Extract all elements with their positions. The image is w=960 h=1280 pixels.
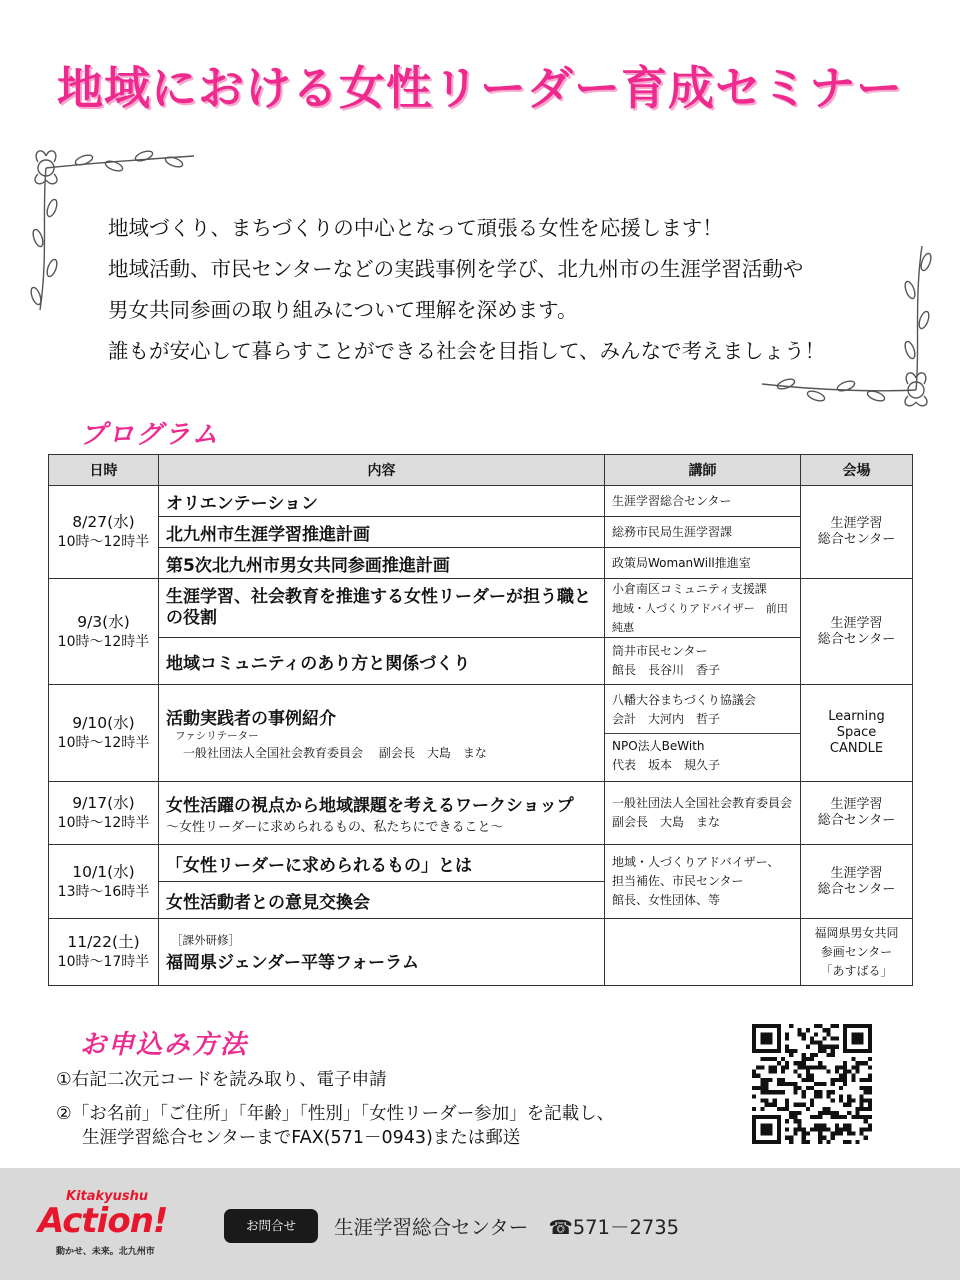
contact-org: 生涯学習総合センター — [334, 1216, 529, 1239]
session-content: 女性活躍の視点から地域課題を考えるワークショップ — [166, 796, 574, 816]
apply-step-1: ①右記二次元コードを読み取り、電子申請 — [56, 1070, 387, 1090]
venue-cell — [801, 579, 913, 685]
lecturer-cell — [605, 919, 801, 986]
content-cell — [159, 845, 605, 882]
venue-line: 生涯学習 — [830, 865, 883, 881]
facilitator-label: ファシリテーター — [175, 730, 259, 742]
phone-icon: ☎ — [548, 1216, 573, 1239]
session-time: 13時～16時半 — [57, 883, 150, 900]
content-cell — [159, 685, 605, 782]
content-cell — [159, 486, 605, 517]
venue-line: 福岡県男女共同 — [814, 925, 899, 940]
session-date: 11/22(土) — [67, 933, 140, 951]
apply-step-2-cont: 生涯学習総合センターまでFAX(571－0943)または郵送 — [82, 1128, 521, 1148]
session-content: 活動実践者の事例紹介 — [166, 709, 336, 729]
content-cell — [159, 579, 605, 638]
content-cell — [159, 882, 605, 919]
lecturer-cell — [605, 845, 801, 919]
venue-line: 総合センター — [817, 532, 896, 547]
lecturer-text: 筒井市民センター — [612, 644, 708, 658]
col-header-content: 内容 — [159, 455, 605, 486]
session-time: 10時～12時半 — [57, 633, 150, 650]
session-time: 10時～12時半 — [57, 735, 150, 751]
session-subtitle: ～女性リーダーに求められるもの、私たちにできること～ — [166, 820, 504, 835]
lecturer-text: 八幡大谷まちづくり協議会 — [612, 693, 756, 707]
session-content: 地域コミュニティのあり方と関係づくり — [166, 653, 471, 674]
logo-tagline: 動かせ、未来。北九州市 — [56, 1247, 155, 1257]
contact-phone: 571－2735 — [572, 1216, 680, 1239]
lecturer-cell — [605, 486, 801, 517]
venue-line: Space — [836, 725, 877, 740]
table-row — [49, 486, 913, 517]
session-content: 「女性リーダーに求められるもの」とは — [166, 855, 472, 876]
date-cell — [49, 685, 159, 782]
venue-line: 総合センター — [817, 813, 896, 828]
table-header-row — [49, 455, 913, 486]
session-time: 10時～12時半 — [57, 815, 150, 831]
lecturer-cell — [605, 685, 801, 782]
venue-line: 総合センター — [817, 881, 896, 897]
venue-line: 参画センター — [820, 944, 893, 959]
venue-line: 生涯学習 — [830, 797, 883, 812]
table-row — [49, 579, 913, 638]
venue-line: 「あすばる」 — [820, 963, 893, 978]
intro-line: 地域づくり、まちづくりの中心となって頑張る女性を応援します！ — [108, 216, 723, 240]
content-cell — [159, 638, 605, 685]
logo-action: Action! — [38, 1201, 168, 1241]
lecturer-cell — [605, 517, 801, 548]
venue-cell — [801, 486, 913, 579]
session-date: 9/10(水) — [72, 714, 135, 732]
date-cell — [49, 486, 159, 579]
session-date: 9/17(水) — [72, 794, 135, 812]
session-content: 北九州市生涯学習推進計画 — [166, 524, 370, 545]
lecturer-text: 館長、女性団体、等 — [612, 893, 721, 907]
session-date: 8/27(水) — [72, 513, 135, 531]
venue-cell — [801, 685, 913, 782]
date-cell — [49, 919, 159, 986]
lecturer-text: 一般社団法人全国社会教育委員会 — [612, 796, 793, 810]
venue-line: CANDLE — [829, 741, 884, 756]
lecturer-cell — [605, 638, 801, 685]
session-content: 女性活動者との意見交換会 — [166, 892, 370, 913]
session-date: 9/3(水) — [77, 612, 130, 631]
contact-info — [334, 1212, 679, 1240]
intro-line: 誰もが安心して暮らすことができる社会を目指して、みんなで考えましょう！ — [108, 339, 826, 363]
venue-line: Learning — [828, 709, 885, 724]
program-table — [48, 454, 913, 986]
venue-cell — [801, 919, 913, 986]
venue-line: 生涯学習 — [830, 516, 883, 531]
venue-line: 生涯学習 — [830, 615, 883, 631]
intro-text — [108, 208, 898, 372]
lecturer-text: 館長 長谷川 香子 — [612, 663, 721, 677]
table-row — [49, 517, 913, 548]
date-cell — [49, 845, 159, 919]
table-row — [49, 845, 913, 882]
logo-kitakyushu: Kitakyushu — [66, 1189, 149, 1204]
program-heading: プログラム — [80, 420, 220, 450]
lecturer-text: 地域・人づくりアドバイザー 前田 純惠 — [612, 601, 799, 634]
page-title: 地域における女性リーダー育成セミナー — [57, 61, 903, 115]
table-row — [49, 548, 913, 579]
col-header-datetime: 日時 — [49, 455, 159, 486]
table-row — [49, 919, 913, 986]
apply-step-2: ②「お名前」「ご住所」「年齢」「性別」「女性リーダー参加」を記載し、 — [56, 1104, 615, 1124]
table-row — [49, 782, 913, 845]
table-row — [49, 685, 913, 782]
qr-code[interactable] — [752, 1024, 872, 1144]
lecturer-text: 副会長 大島 まな — [612, 815, 721, 829]
table-row — [49, 638, 913, 685]
lecturer-text: 担当補佐、市民センター — [612, 874, 744, 888]
session-content: オリエンテーション — [166, 493, 318, 514]
apply-heading: お申込み方法 — [80, 1030, 249, 1060]
session-time: 10時～17時半 — [57, 954, 150, 970]
lecturer-text: 小倉南区コミュニティ支援課 — [612, 581, 767, 596]
lecturer-text: 地域・人づくりアドバイザー、 — [612, 855, 780, 869]
date-cell — [49, 782, 159, 845]
session-content: 生涯学習、社会教育を推進する女性リーダーが担う職との役割 — [166, 587, 591, 628]
lecturer-cell — [605, 548, 801, 579]
facilitator-name: 一般社団法人全国社会教育委員会 副会長 大島 まな — [183, 746, 487, 760]
col-header-lecturer: 講師 — [605, 455, 801, 486]
contact-label-badge: お問合せ — [224, 1209, 318, 1243]
content-cell — [159, 548, 605, 579]
session-time: 10時～12時半 — [57, 534, 150, 550]
session-content: 福岡県ジェンダー平等フォーラム — [166, 952, 419, 973]
venue-cell — [801, 845, 913, 919]
lecturer-cell — [605, 579, 801, 638]
lecturer-cell — [605, 782, 801, 845]
session-date: 10/1(水) — [72, 862, 135, 881]
venue-cell — [801, 782, 913, 845]
lecturer-text: 総務市民局生涯学習課 — [612, 524, 733, 539]
lecturer-text: 会計 大河内 哲子 — [612, 712, 721, 726]
lecturer-text: 生涯学習総合センター — [612, 493, 732, 508]
intro-line: 地域活動、市民センターなどの実践事例を学び、北九州市の生涯学習活動や — [108, 257, 804, 281]
lecturer-text: 代表 坂本 規久子 — [612, 758, 721, 772]
session-tag: ［課外研修］ — [171, 932, 240, 947]
venue-line: 総合センター — [817, 631, 896, 647]
lecturer-text: 政策局WomanWill推進室 — [612, 555, 751, 570]
date-cell — [49, 579, 159, 685]
content-cell — [159, 919, 605, 986]
lecturer-text: NPO法人BeWith — [612, 739, 705, 753]
content-cell — [159, 517, 605, 548]
intro-line: 男女共同参画の取り組みについて理解を深めます。 — [108, 298, 578, 322]
col-header-venue: 会場 — [801, 455, 913, 486]
content-cell — [159, 782, 605, 845]
session-content: 第5次北九州市男女共同参画推進計画 — [166, 555, 450, 576]
